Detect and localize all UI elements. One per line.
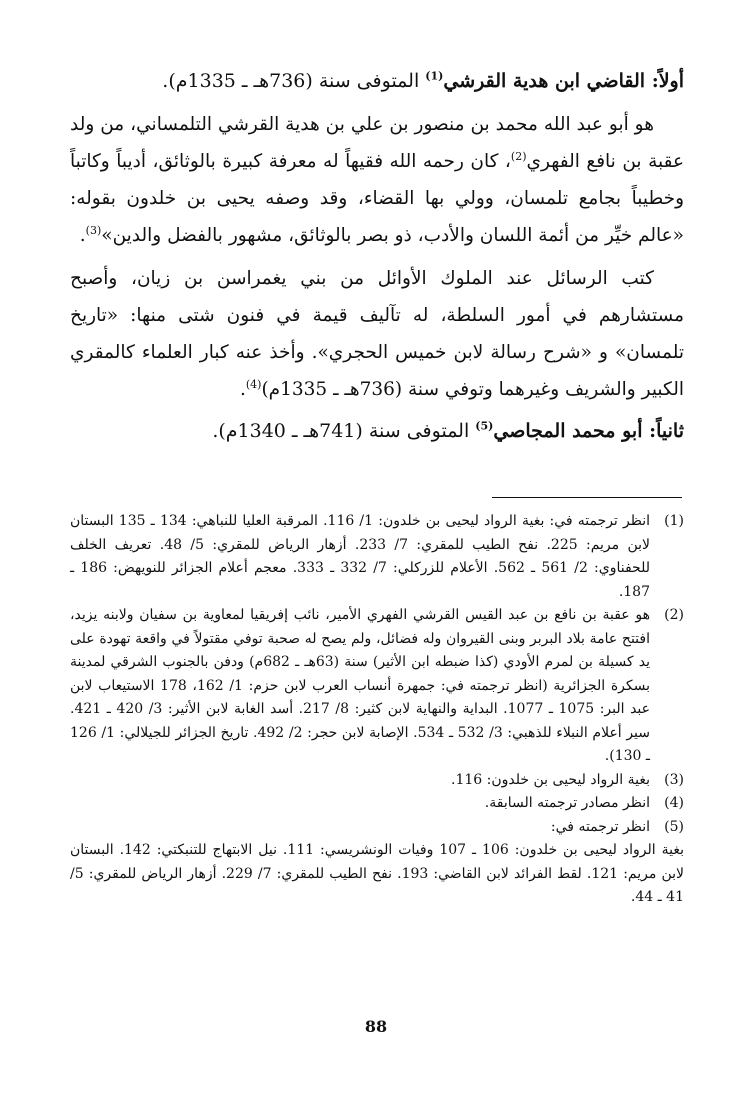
footnote	[70, 510, 684, 604]
footnote-text: هو عقبة بن نافع بن عبد القيس القرشي الفهري الأمير، نائب إفريقيا لمعاوية بن سفيان ولابنه يزيد، افتتح عامة بلاد البربر وبنى القيروان وله فضائل، ولم يصح له صحبة توفي مقتولاً في واقعة تهودة على يد كسيلة بن لمرم الأودي (كذا ضبطه ابن الأثير) سنة (63هـ ـ 682م) ودفن بالجنوب الشرقي لمدينة بسكرة الجزائرية (انظر ترجمته في: جمهرة أنساب العرب لابن حزم: 1/ 162، 178 الاستيعاب لابن عبد البر: 1075 ـ 1077. البداية والنهاية لابن كثير: 8/ 217. أسد الغابة لابن الأثير: 3/ 420 ـ 421. سير أعلام النبلاء للذهبي: 3/ 532 ـ 534. الإصابة لابن حجر: 2/ 492. تاريخ الجزائر للجيلالي: 1/ 126 ـ 130).	[70, 607, 651, 764]
paragraph-1-text-a: هو أبو عبد الله محمد بن منصور بن علي بن هدية القرشي التلمساني، من ولد عقبة بن نافع الفهري	[70, 114, 684, 172]
paragraph-2-text-a: كتب الرسائل عند الملوك الأوائل من بني يغمراسن بن زيان، وأصبح مستشارهم في أمور السلطة، له تآليف قيمة في فنون شتى منها: «تاريخ تلمسان» و «شرح رسالة لابن خميس الحجري». وأخذ عنه كبار العلماء كالمقري الكبير والشريف وغيرهما وتوفي سنة (736هـ ـ 1335م)	[70, 268, 684, 400]
footnote-number: (2)	[664, 607, 684, 623]
footnote-ref-3[interactable]: (3)	[85, 223, 102, 237]
footnote	[70, 769, 684, 793]
footnote-text: بغية الرواد ليحيى بن خلدون: 116.	[451, 771, 650, 788]
heading-1-title: أولاً: القاضي ابن هدية القرشي	[443, 70, 684, 92]
paragraph-2	[70, 260, 684, 408]
heading-2-date: المتوفى سنة (741هـ ـ 1340م).	[212, 420, 476, 442]
footnote-number: (5)	[664, 818, 684, 835]
footnote-number: (4)	[664, 795, 684, 811]
section-heading-2	[70, 414, 684, 448]
paragraph-1-text-c: .	[79, 225, 86, 246]
footnote-number: (3)	[664, 771, 684, 788]
paragraph-2-text-b: .	[239, 379, 246, 400]
section-heading-1	[70, 64, 684, 98]
footnote	[70, 816, 684, 840]
footnote-5-continuation: بغية الرواد ليحيى بن خلدون: 106 ـ 107 وفيات الونشريسي: 111. نيل الابتهاج للتنبكتي: 142. البستان لابن مريم: 121. لقط الفرائد لابن القاضي: 193. نفح الطيب للمقري: 7/ 229. أزهار الرياض للمقري: 5/ 41 ـ 44.	[70, 842, 685, 905]
paragraph-1-text-b: ، كان رحمه الله فقيهاً له معرفة كبيرة بالوثائق، أديباً وكاتباً وخطيباً بجامع تلمسان، وولي بها القضاء، وقد وصفه يحيى بن خلدون بقوله: «عالم خيِّر من أئمة اللسان والأدب، ذو بصر بالوثائق، مشهور بالفضل والدين»	[70, 151, 684, 246]
footnote-ref-1[interactable]: (1)	[425, 69, 444, 83]
heading-1-date: المتوفى سنة (736هـ ـ 1335م).	[162, 70, 426, 92]
page-number: 88	[364, 1017, 388, 1036]
footnote-text: انظر ترجمته في:	[550, 818, 650, 835]
heading-2-title: ثانياً: أبو محمد المجاصي	[493, 420, 684, 442]
footnote-text: انظر ترجمته في: بغية الرواد ليحيى بن خلدون: 1/ 116. المرقبة العليا للنباهي: 134 ـ 135 البستان لابن مريم: 225. نفح الطيب للمقري: 7/ 233. أزهار الرياض للمقري: 5/ 48. تعريف الخلف للحفناوي: 2/ 561 ـ 562. الأعلام للزركلي: 7/ 332 ـ 333. معجم أعلام الجزائر للنويهض: 186 ـ 187.	[70, 513, 651, 600]
footnote	[70, 792, 684, 816]
footnotes	[70, 510, 684, 910]
footnote-divider	[492, 497, 682, 498]
footnote-text: انظر مصادر ترجمته السابقة.	[484, 795, 650, 811]
footnote-ref-5[interactable]: (5)	[475, 419, 494, 433]
paragraph-1	[70, 106, 684, 254]
footnote-ref-2[interactable]: (2)	[510, 149, 527, 163]
footnote-number: (1)	[664, 513, 684, 529]
footnote	[70, 604, 684, 769]
footnote-ref-4[interactable]: (4)	[245, 377, 262, 391]
